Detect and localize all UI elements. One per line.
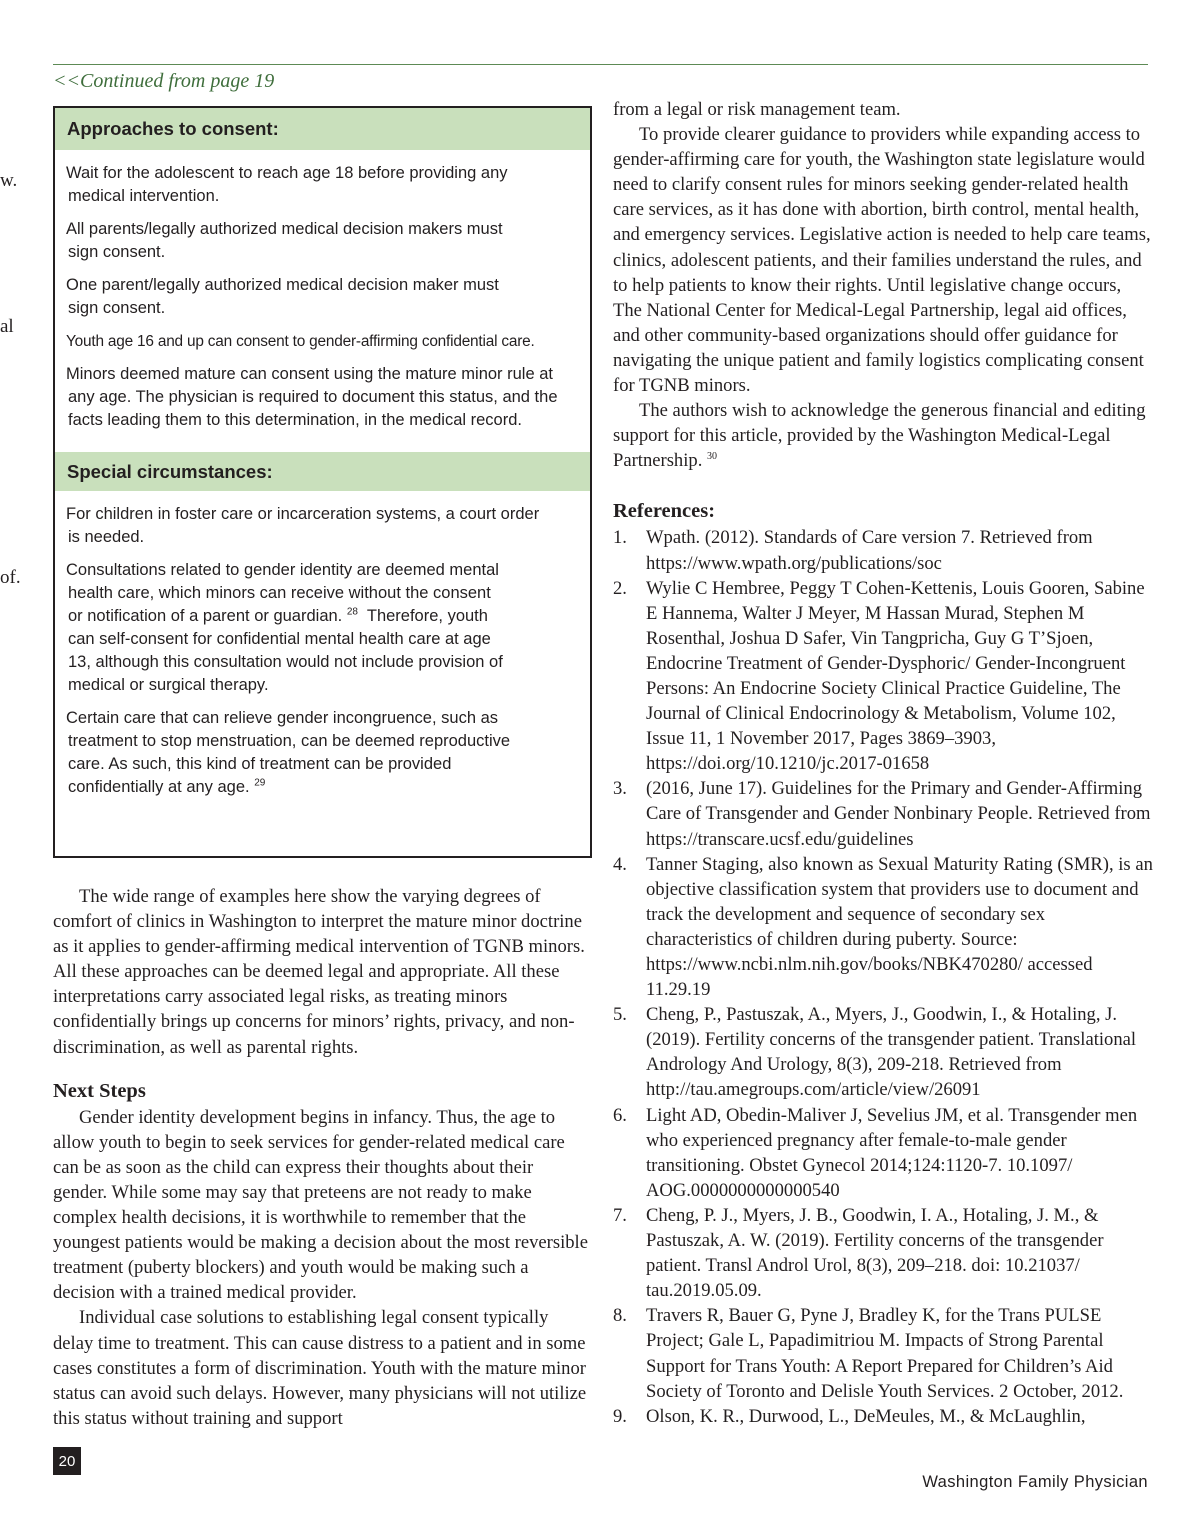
list-item-line: All parents/legally authorized medical decision makers must — [66, 220, 503, 238]
reference-number: 7. — [613, 1204, 627, 1226]
clipped-margin-text: al — [0, 316, 14, 337]
page-number: 20 — [53, 1447, 81, 1475]
list-item-line — [66, 605, 590, 628]
list-item — [65, 218, 590, 264]
right-column-body — [613, 97, 1153, 1429]
reference-text: Cheng, P. J., Myers, J. B., Goodwin, I. A., Hotaling, J. M., & Pastuszak, A. W. (2019). Fertility concerns of the transgender patient. Transl Androl Urol, 8(3), 209–218. doi: 10.21037/ tau.2019.05.09. — [646, 1204, 1104, 1302]
list-item-text: confidentially at any age. — [68, 778, 250, 796]
reference-text: Tanner Staging, also known as Sexual Maturity Rating (SMR), is an objective classification system that providers use to document and track the development and sequence of secondary sex characteristics of children during puberty. Source: https://www.ncbi.nlm.nih.gov/books/NBK470280/ accessed 11.29.19 — [646, 853, 1153, 1001]
list-item-line: 13, although this consultation would not include provision of — [68, 653, 503, 671]
reference-item — [613, 1303, 1153, 1403]
reference-item — [613, 1002, 1153, 1102]
reference-item — [613, 576, 1153, 777]
body-paragraph: To provide clearer guidance to providers while expanding access to gender-affirming care for youth, the Washington state legislature would need to clarify consent rules for minors seeking gender-related health care services, as it has done with abortion, birth control, mental health, and emergency services. Legislative action is needed to help care teams, clinics, adolescent patients, and their families understand the rules, and to help patients to know their rights. Until legislative change occurs, The National Center for Medical-Legal Partnership, legal aid offices, and other community-based organizations should offer guidance for navigating the unique patient and family logistics complicating consent for TGNB minors. — [613, 124, 1151, 397]
list-item — [65, 559, 590, 697]
list-item-line: facts leading them to this determination, in the medical record. — [68, 411, 522, 429]
list-item-line: Consultations related to gender identity are deemed mental — [66, 561, 499, 579]
list-item — [65, 330, 590, 353]
reference-item — [613, 525, 1153, 575]
left-column-body — [53, 884, 588, 1431]
approaches-heading: Approaches to consent: — [55, 108, 590, 150]
body-paragraph: from a legal or risk management team. — [613, 99, 901, 120]
list-item-text: Therefore, youth — [366, 607, 488, 625]
list-item — [65, 162, 590, 208]
reference-number: 8. — [613, 1305, 627, 1327]
list-item-line: One parent/legally authorized medical decision maker must — [66, 276, 499, 294]
reference-number: 1. — [613, 527, 627, 549]
top-rule — [53, 64, 1148, 65]
clipped-margin-text: w. — [0, 170, 18, 191]
list-item-line: sign consent. — [68, 299, 166, 317]
list-item-line: sign consent. — [68, 243, 166, 261]
body-paragraph: Gender identity development begins in infancy. Thus, the age to allow youth to begin to seek services for gender-related medical care can be as soon as the child can express their thoughts about their gender. While some may say that preteens are not ready to make complex health decisions, it is worthwhile to remember that the youngest patients would be making a decision about the most reversible treatment (puberty blockers) and youth would be making such a decision with a trained medical provider. — [53, 1106, 588, 1304]
list-item-line: health care, which minors can receive without the consent — [68, 584, 491, 602]
list-item-line: Minors deemed mature can consent using the mature minor rule at — [66, 365, 553, 383]
footnote-marker: 28 — [346, 606, 358, 618]
list-item — [65, 274, 590, 320]
reference-item — [613, 852, 1153, 1003]
reference-number: 9. — [613, 1405, 627, 1427]
list-item-line: is needed. — [68, 528, 145, 546]
reference-item — [613, 1203, 1153, 1303]
list-item-line: For children in foster care or incarceration systems, a court order — [66, 505, 540, 523]
body-paragraph — [613, 398, 1153, 473]
reference-text: Travers R, Bauer G, Pyne J, Bradley K, for the Trans PULSE Project; Gale L, Papadimitriou M. Impacts of Strong Parental Support for Trans Youth: A Report Prepared for Children’s Aid Society of Toronto and Delisle Youth Services. 2 October, 2012. — [646, 1305, 1124, 1402]
body-paragraph: The wide range of examples here show the varying degrees of comfort of clinics in Washington to interpret the mature minor doctrine as it applies to gender-affirming medical intervention of TGNB minors. All these approaches can be deemed legal and appropriate. All these interpretations carry associated legal risks, as treating minors confidentially brings up concerns for minors’ rights, privacy, and non-discrimination, as well as parental rights. — [53, 886, 585, 1058]
continued-note: <<Continued from page 19 — [53, 70, 275, 92]
body-paragraph: Individual case solutions to establishing legal consent typically delay time to treatment. This can cause distress to a patient and in some cases constitutes a form of discrimination. Youth with the mature minor status can avoid such delays. However, many physicians will not utilize this status without training and support — [53, 1307, 587, 1429]
reference-text: Wylie C Hembree, Peggy T Cohen-Kettenis, Louis Gooren, Sabine E Hannema, Walter J Meyer, M Hassan Murad, Stephen M Rosenthal, Joshua D Safer, Vin Tangpricha, Guy G T’Sjoen, Endocrine Treatment of Gender-Dysphoric/ Gender-Incongruent Persons: An Endocrine Society Clinical Practice Guideline, The Journal of Clinical Endocrinology & Metabolism, Volume 102, Issue 11, 1 November 2017, Pages 3869–3903, https://doi.org/10.1210/jc.2017-01658 — [646, 577, 1145, 775]
reference-item — [613, 776, 1153, 851]
list-item-text: or notification of a parent or guardian. — [68, 607, 343, 625]
publication-title: Washington Family Physician — [922, 1473, 1148, 1491]
list-item-line: medical intervention. — [68, 187, 220, 205]
reference-text: (2016, June 17). Guidelines for the Primary and Gender-Affirming Care of Transgender and Gender Nonbinary People. Retrieved from https://transcare.ucsf.edu/guidelines — [646, 778, 1151, 850]
list-item-line: Wait for the adolescent to reach age 18 before providing any — [66, 164, 508, 182]
reference-number: 2. — [613, 577, 627, 599]
list-item-line: care. As such, this kind of treatment can be provided — [68, 755, 452, 773]
list-item-line: Youth age 16 and up can consent to gender-affirming confidential care. — [66, 333, 535, 350]
paragraph-text: The authors wish to acknowledge the generous financial and editing support for this article, provided by the Washington Medical-Legal Partnership. — [613, 400, 1146, 472]
list-item — [65, 707, 590, 799]
reference-number: 4. — [613, 853, 627, 875]
list-item-line: can self-consent for confidential mental health care at age — [68, 630, 491, 648]
reference-item — [613, 1404, 1153, 1429]
list-item — [65, 363, 590, 432]
reference-text: Wpath. (2012). Standards of Care version 7. Retrieved from https://www.wpath.org/publications/soc — [646, 527, 1093, 574]
reference-text: Cheng, P., Pastuszak, A., Myers, J., Goodwin, I., & Hotaling, J. (2019). Fertility concerns of the transgender patient. Translational Andrology And Urology, 8(3), 209-218. Retrieved from http://tau.amegroups.com/article/view/26091 — [646, 1004, 1137, 1101]
list-item-line: any age. The physician is required to document this status, and the — [68, 388, 558, 406]
reference-number: 5. — [613, 1004, 627, 1026]
reference-item — [613, 1103, 1153, 1203]
consent-sidebar-box — [53, 106, 592, 858]
references-list — [613, 525, 1153, 1428]
reference-text: Light AD, Obedin-Maliver J, Sevelius JM, et al. Transgender men who experienced pregnancy after female-to-male gender transitioning. Obstet Gynecol 2014;124:1120-7. 10.1097/ AOG.0000000000000540 — [646, 1104, 1138, 1201]
clipped-margin-text: of. — [0, 567, 21, 588]
special-circumstances-list — [55, 491, 590, 799]
list-item-line: medical or surgical therapy. — [68, 676, 269, 694]
reference-number: 3. — [613, 778, 627, 800]
list-item-line — [66, 776, 590, 799]
reference-text: Olson, K. R., Durwood, L., DeMeules, M., & McLaughlin, — [646, 1405, 1086, 1427]
footnote-marker: 29 — [254, 777, 266, 789]
list-item-line: Certain care that can relieve gender incongruence, such as — [66, 709, 499, 727]
footnote-marker: 30 — [707, 451, 717, 463]
reference-number: 6. — [613, 1104, 627, 1126]
section-heading-next-steps: Next Steps — [53, 1079, 146, 1102]
references-heading: References: — [613, 500, 716, 523]
list-item — [65, 503, 590, 549]
list-item-line: treatment to stop menstruation, can be deemed reproductive — [68, 732, 511, 750]
approaches-list — [55, 150, 590, 432]
special-circumstances-heading: Special circumstances: — [55, 452, 590, 491]
